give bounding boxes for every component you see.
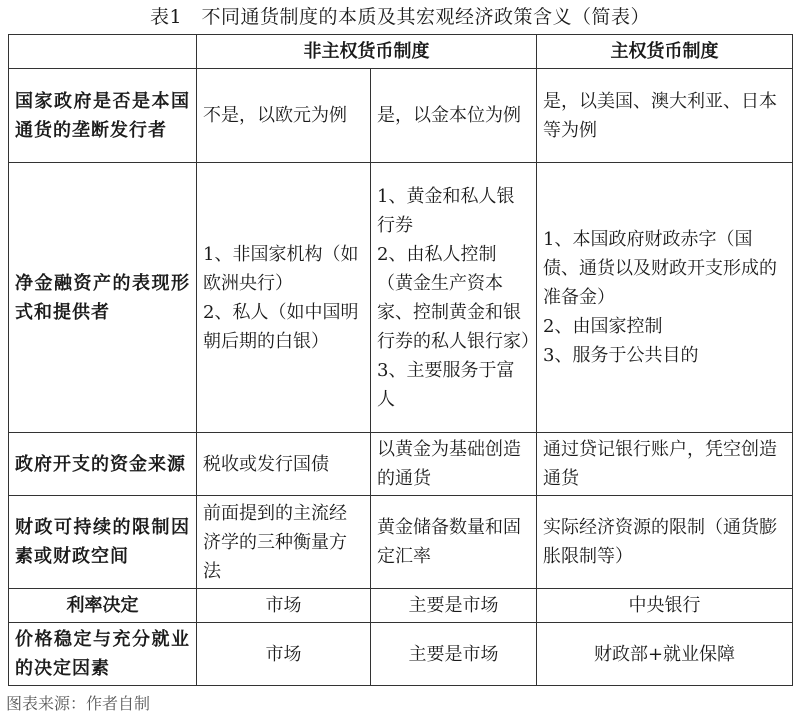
cell-sovereign: 中央银行 [537,589,793,623]
list-item: 1、非国家机构（如欧洲央行） [203,243,359,294]
list-item: 2、私人（如中国明朝后期的白银） [203,301,359,352]
cell-sovereign: 是，以美国、澳大利亚、日本等为例 [537,69,793,163]
cell-non-sovereign-b: 主要是市场 [371,589,537,623]
table-caption: 表1 不同通货制度的本质及其宏观经济政策含义（简表） [149,6,651,28]
row-label: 政府开支的资金来源 [9,433,197,496]
cell-non-sovereign-b: 是，以金本位为例 [371,69,537,163]
list-item: 1、黄金和私人银行券 [377,185,515,236]
list-item: 3、服务于公共目的 [543,345,699,366]
cell-sovereign: 财政部+就业保障 [537,623,793,686]
table-row [9,69,793,163]
list-item: 1、本国政府财政赤字（国债、通货以及财政开支形成的准备金） [543,229,777,308]
table-row [9,163,793,433]
cell-non-sovereign-a: 不是，以欧元为例 [197,69,371,163]
list-item: 2、由私人控制（黄金生产资本家、控制黄金和银行券的私人银行家） [377,243,539,352]
cell-non-sovereign-a: 市场 [197,623,371,686]
comparison-table [8,34,793,686]
cell-non-sovereign-a: 税收或发行国债 [197,433,371,496]
list-item: 2、由国家控制 [543,316,663,337]
cell-non-sovereign-a: 前面提到的主流经济学的三种衡量方法 [197,496,371,589]
table-row [9,623,793,686]
cell-non-sovereign-b: 黄金储备数量和固定汇率 [371,496,537,589]
header-sovereign: 主权货币制度 [537,35,793,69]
cell-non-sovereign-b: 主要是市场 [371,623,537,686]
cell-sovereign [537,163,793,433]
table-header-row [9,35,793,69]
cell-non-sovereign-b: 以黄金为基础创造的通货 [371,433,537,496]
source-note: 图表来源：作者自制 [6,694,151,713]
row-label: 价格稳定与充分就业的决定因素 [9,623,197,686]
row-label: 国家政府是否是本国通货的垄断发行者 [9,69,197,163]
row-label: 净金融资产的表现形式和提供者 [9,163,197,433]
table-row [9,589,793,623]
list-item: 3、主要服务于富人 [377,359,515,410]
cell-non-sovereign-b [371,163,537,433]
header-non-sovereign: 非主权货币制度 [197,35,537,69]
row-label: 财政可持续的限制因素或财政空间 [9,496,197,589]
table-row [9,433,793,496]
row-label: 利率决定 [9,589,197,623]
cell-non-sovereign-a: 市场 [197,589,371,623]
header-empty [9,35,197,69]
cell-sovereign: 通过贷记银行账户，凭空创造通货 [537,433,793,496]
table-row [9,496,793,589]
cell-sovereign: 实际经济资源的限制（通货膨胀限制等） [537,496,793,589]
cell-non-sovereign-a [197,163,371,433]
